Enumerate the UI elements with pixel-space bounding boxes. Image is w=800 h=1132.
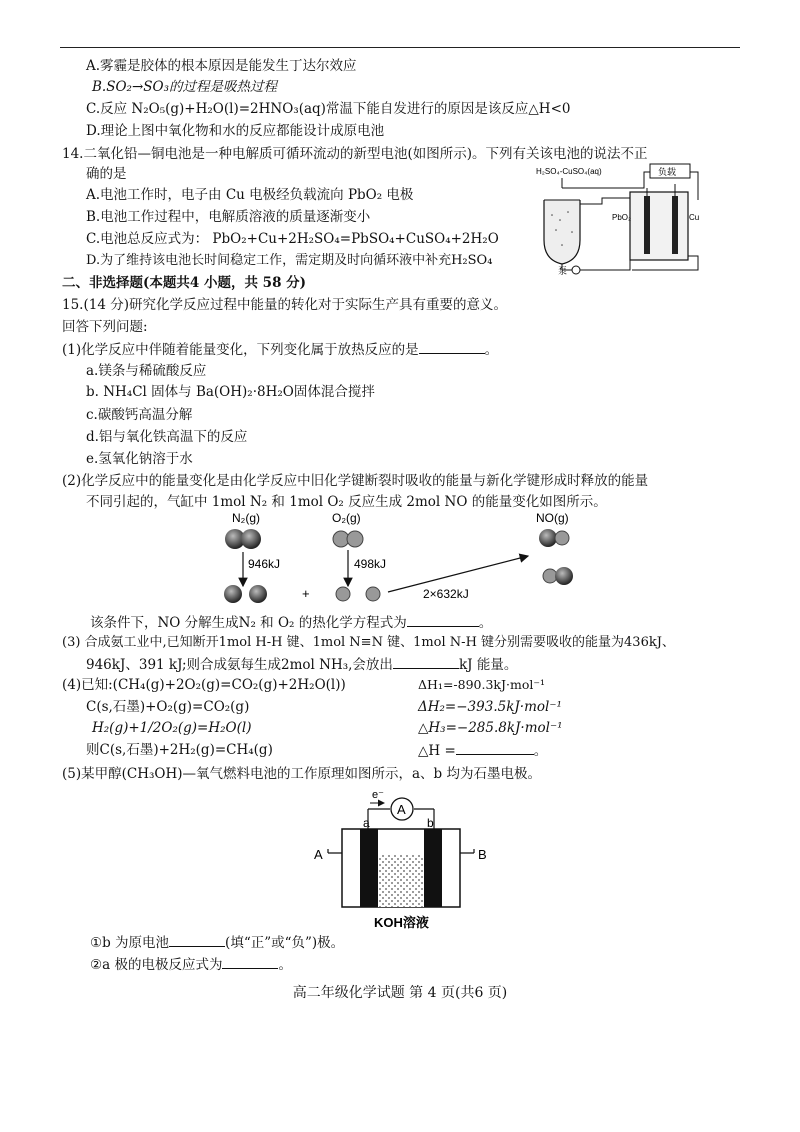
methanol-fuel-cell-figure [312,785,496,935]
q15-part1-question [62,339,498,360]
q15-part4-h2: ΔH₂=−393.5kJ·mol⁻¹ [418,699,562,715]
page-footer: 高二年级化学试题 第 4 页(共6 页) [292,985,508,1001]
q15-part4-answer [418,740,547,761]
fig-pump-label: 泵 [558,266,568,276]
q14-option-a: A.电池工作时，电子由 Cu 电极经负载流向 PbO₂ 电极 [86,187,414,203]
q15-part5-q2 [90,954,292,975]
q13-option-a: A.雾霾是胶体的根本原因是能发生丁达尔效应 [86,58,357,74]
no-2-n-atom [555,567,573,585]
electrode-b-label: b [427,816,434,830]
no-1-o-atom [555,531,569,545]
koh-label: KOH溶液 [374,915,429,930]
electrode-a [360,829,378,907]
bond-energy-figure [218,508,598,608]
o-atom-1 [336,587,350,601]
q15-part4-eq1: (4)已知:(CH₄(g)+2O₂(g)=CO₂(g)+2H₂O(l)) [62,677,346,693]
q15-part3-line2 [86,654,517,675]
answer-blank-5[interactable] [169,932,225,947]
q14-stem-line1: 14.二氧化铅—铜电池是一种电解质可循环流动的新型电池(如图所示)。下列有关该电池的说法不正 [62,146,648,162]
top-rule [60,47,740,48]
q15-part2-line2: 不同引起的，气缸中 1mol N₂ 和 1mol O₂ 反应生成 2mol NO 的能量变化如图所示。 [86,494,607,510]
q15-part2-ask-text: 该条件下，NO 分解生成N₂ 和 O₂ 的热化学方程式为 [90,615,407,631]
q15-part4-eq3: H₂(g)+1/2O₂(g)=H₂O(l) [92,720,252,736]
n2-bond-energy: 946kJ [248,557,281,571]
section-two-title: 二、非选择题(本题共4 小题，共 58 分) [62,275,307,291]
q15-part4-eq4: 则C(s,石墨)+2H₂(g)=CH₄(g) [86,742,273,758]
q15-part1-option-a: a.镁条与稀硫酸反应 [86,363,207,379]
reservoir-tank [544,200,580,264]
o2-bond-energy: 498kJ [354,557,387,571]
o2-label: O₂(g) [332,511,361,525]
q15-part5-q2-end: 。 [278,957,292,973]
q15-part5-q1 [90,932,344,953]
q15-part3-line1: (3) 合成氨工业中,已知断开1mol H-H 键、1mol N≡N 键、1mol N-H 键分别需要吸收的能量为436kJ、 [62,635,675,650]
q15-part4-h1: ΔH₁=-890.3kJ·mol⁻¹ [418,677,545,692]
n-atom-2 [249,585,267,603]
koh-solution [378,855,424,907]
plus-sign: + [302,586,310,601]
q15-stem: 15.(14 分)研究化学反应过程中能量的转化对于实际生产具有重要的意义。 [62,297,507,313]
outlet-b-label: B [478,847,487,862]
q14-option-b: B.电池工作过程中，电解质溶液的质量逐渐变小 [86,209,371,225]
answer-blank-4[interactable] [456,740,534,755]
q15-part3-text: 946kJ、391 kJ;则合成氨每生成2mol NH₃,会放出 [86,657,393,673]
no-1-n-atom [539,529,557,547]
pbo2-cu-battery-figure [532,160,704,278]
q15-part2-end: 。 [478,615,493,631]
cu-electrode [672,196,678,254]
n2-label: N₂(g) [232,511,260,525]
q15-part1-option-d: d.铝与氧化铁高温下的反应 [86,429,248,445]
fig-cu-label: Cu [689,213,700,222]
q15-part2-ask [90,612,492,633]
q15-part1-option-e: e.氢氧化钠溶于水 [86,451,193,467]
q15-part5-q1-hint: (填“正”或“负”)极。 [225,935,345,951]
answer-blank-3[interactable] [393,654,459,669]
q15-part4-end: 。 [533,743,548,759]
q15-part5-q2-text: ②a 极的电极反应式为 [90,957,223,973]
q15-intro: 回答下列问题: [62,319,148,335]
o2-molecule-atom-2 [347,531,363,547]
q14-stem-line2: 确的是 [86,166,127,182]
q15-part1-end: 。 [484,342,499,358]
q15-part3-unit: kJ 能量。 [458,657,518,673]
inlet-a-label: A [314,847,323,862]
pump-icon [572,266,580,274]
answer-blank-6[interactable] [222,954,278,969]
no-2-o-atom [543,569,557,583]
answer-blank-2[interactable] [407,612,479,627]
q13-option-b: B.SO₂→SO₃的过程是吸热过程 [92,79,277,95]
n-atom-1 [224,585,242,603]
q14-option-c: C.电池总反应式为： PbO₂+Cu+2H₂SO₄=PbSO₄+CuSO₄+2H₂O [86,231,499,247]
electrode-b [424,829,442,907]
q13-option-c: C.反应 N₂O₅(g)+H₂O(l)=2HNO₃(aq)常温下能自发进行的原因是该反应△H<0 [86,101,571,117]
n2-molecule-atom-2 [241,529,261,549]
fig-solution-label: H₂SO₄-CuSO₄(aq) [536,167,602,176]
q15-part4-eq2: C(s,石墨)+O₂(g)=CO₂(g) [86,699,250,715]
q13-option-d: D.理论上图中氧化物和水的反应都能设计成原电池 [86,123,385,139]
q15-part1-text: (1)化学反应中伴随着能量变化，下列变化属于放热反应的是 [62,342,419,358]
q15-part4-h3: △H₃=−285.8kJ·mol⁻¹ [418,720,563,736]
q15-part2-line1: (2)化学反应中的能量变化是由化学反应中旧化学键断裂时吸收的能量与新化学键形成时释放的能量 [62,473,649,489]
answer-blank-1[interactable] [419,339,485,354]
q15-part1-option-b: b. NH₄Cl 固体与 Ba(OH)₂·8H₂O固体混合搅拌 [86,384,375,400]
q14-option-d: D.为了维持该电池长时间稳定工作，需定期及时向循环液中补充H₂SO₄ [86,253,493,268]
fig-pbo2-label: PbO₂ [612,213,632,222]
ammeter-label: A [397,802,406,817]
q15-part1-option-c: c.碳酸钙高温分解 [86,407,193,423]
no-bond-energy: 2×632kJ [423,587,469,601]
fig-load-label: 负载 [658,167,677,177]
q15-part5-stem: (5)某甲醇(CH₃OH)—氧气燃料电池的工作原理如图所示，a、b 均为石墨电极。 [62,766,541,782]
cell-body [630,192,688,260]
pbo2-electrode [644,196,650,254]
q15-part5-q1-text: ①b 为原电池 [90,935,170,951]
electrode-a-label: a [363,816,370,830]
no-label: NO(g) [536,511,569,525]
electron-label: e⁻ [372,789,384,801]
q15-part4-h4: △H = [418,743,456,759]
o-atom-2 [366,587,380,601]
